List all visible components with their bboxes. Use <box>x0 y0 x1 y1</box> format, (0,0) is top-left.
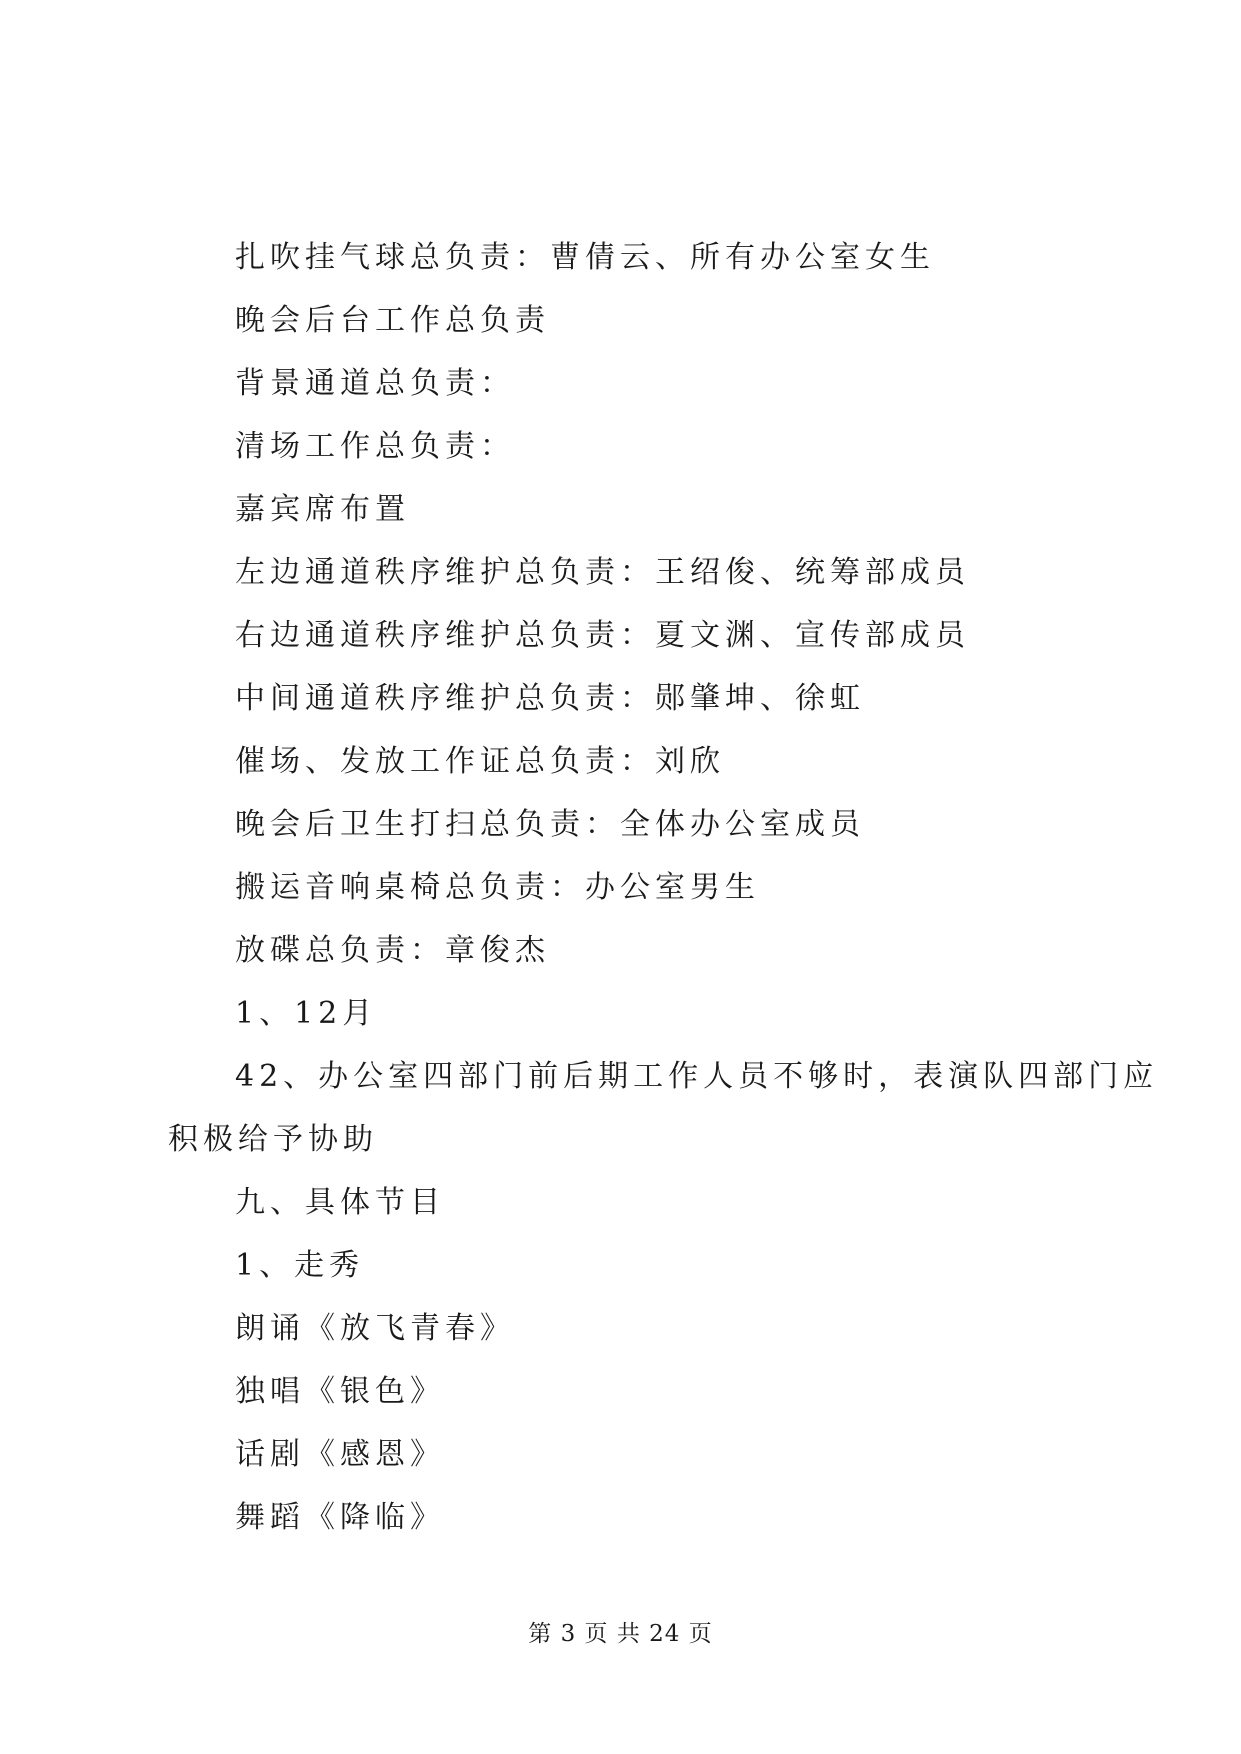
text-line: 42、办公室四部门前后期工作人员不够时，表演队四部门应 <box>235 1059 1159 1094</box>
page-number: 第 3 页 共 24 页 <box>528 1621 713 1647</box>
program-item: 话剧《感恩》 <box>235 1437 445 1472</box>
text-line: 左边通道秩序维护总负责：王绍俊、统筹部成员 <box>235 555 970 590</box>
text-line-continuation: 积极给予协助 <box>168 1122 378 1157</box>
text-line: 放碟总负责：章俊杰 <box>235 933 550 968</box>
text-line: 晚会后卫生打扫总负责：全体办公室成员 <box>235 807 865 842</box>
text-line: 中间通道秩序维护总负责：郧肇坤、徐虹 <box>235 681 865 716</box>
text-line: 嘉宾席布置 <box>235 492 410 527</box>
text-line: 清场工作总负责： <box>235 429 515 464</box>
text-line: 1、走秀 <box>235 1248 365 1283</box>
text-line: 右边通道秩序维护总负责：夏文渊、宣传部成员 <box>235 618 970 653</box>
text-line: 扎吹挂气球总负责：曹倩云、所有办公室女生 <box>235 240 935 275</box>
document-body <box>168 226 1159 1549</box>
text-line: 背景通道总负责： <box>235 366 515 401</box>
text-line: 催场、发放工作证总负责：刘欣 <box>235 744 725 779</box>
program-item: 舞蹈《降临》 <box>235 1500 445 1535</box>
text-line: 晚会后台工作总负责 <box>235 303 550 338</box>
text-line: 搬运音响桌椅总负责：办公室男生 <box>235 870 760 905</box>
program-item: 独唱《银色》 <box>235 1374 445 1409</box>
program-item: 朗诵《放飞青春》 <box>235 1311 515 1346</box>
text-line: 1、12月 <box>235 996 378 1031</box>
section-heading: 九、具体节目 <box>235 1185 445 1220</box>
